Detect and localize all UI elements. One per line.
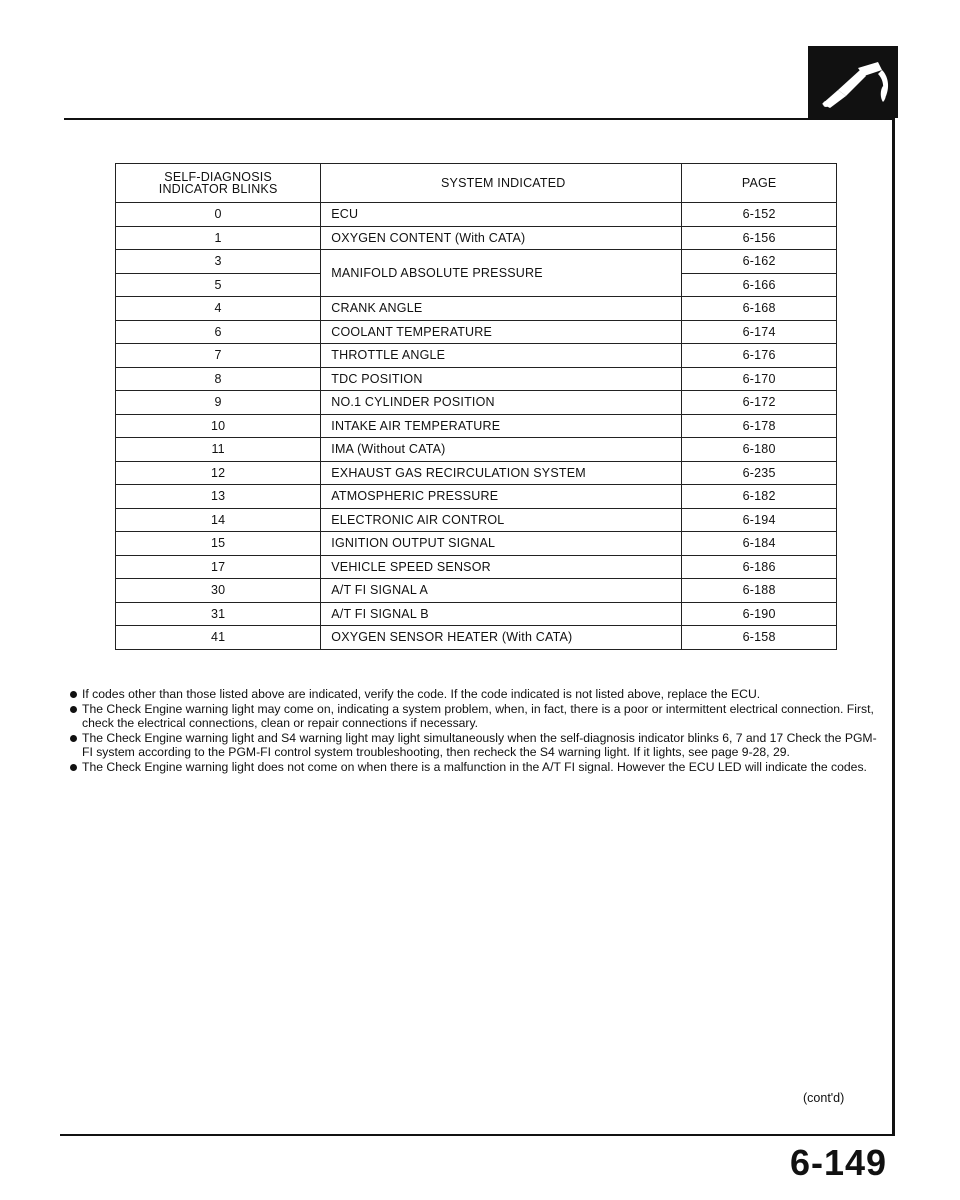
page-ref: 6-235	[682, 461, 837, 485]
system-name: OXYGEN SENSOR HEATER (With CATA)	[321, 626, 682, 650]
self-diagnosis-table	[115, 163, 837, 650]
frame-top-rule	[64, 118, 894, 120]
blink-code: 10	[116, 414, 321, 438]
blink-code: 13	[116, 485, 321, 509]
page-ref: 6-156	[682, 226, 837, 250]
system-name: THROTTLE ANGLE	[321, 344, 682, 368]
fuel-injection-icon	[808, 46, 898, 118]
table-row	[116, 461, 837, 485]
bullet-icon	[70, 764, 77, 771]
table-row	[116, 367, 837, 391]
system-name: IMA (Without CATA)	[321, 438, 682, 462]
bullet-icon	[70, 691, 77, 698]
blink-code: 14	[116, 508, 321, 532]
blink-code: 0	[116, 203, 321, 227]
system-name: COOLANT TEMPERATURE	[321, 320, 682, 344]
system-name: ATMOSPHERIC PRESSURE	[321, 485, 682, 509]
system-name: ECU	[321, 203, 682, 227]
page-ref: 6-180	[682, 438, 837, 462]
table-row	[116, 344, 837, 368]
blink-code: 7	[116, 344, 321, 368]
note-item	[70, 760, 880, 775]
table-row	[116, 438, 837, 462]
page-ref: 6-166	[682, 273, 837, 297]
system-name: EXHAUST GAS RECIRCULATION SYSTEM	[321, 461, 682, 485]
table-row	[116, 297, 837, 321]
system-name: A/T FI SIGNAL A	[321, 579, 682, 603]
note-item	[70, 731, 880, 760]
blink-code: 5	[116, 273, 321, 297]
blink-code: 12	[116, 461, 321, 485]
table-row	[116, 203, 837, 227]
blink-code: 8	[116, 367, 321, 391]
bullet-icon	[70, 735, 77, 742]
blink-code: 11	[116, 438, 321, 462]
frame-bottom-rule	[60, 1134, 895, 1136]
note-text: The Check Engine warning light and S4 warning light may light simultaneously when the self-diagnosis indicator blinks 6, 7 and 17 Check the PGM-FI system according to the PGM-FI control system troubleshooting, then recheck the S4 warning light. If it lights, see page 9-28, 29.	[82, 730, 877, 760]
table-row	[116, 391, 837, 415]
blink-code: 9	[116, 391, 321, 415]
system-name: VEHICLE SPEED SENSOR	[321, 555, 682, 579]
system-name: INTAKE AIR TEMPERATURE	[321, 414, 682, 438]
header-page: PAGE	[682, 164, 837, 203]
table-row	[116, 579, 837, 603]
page-ref: 6-186	[682, 555, 837, 579]
blink-code: 4	[116, 297, 321, 321]
notes-list	[70, 687, 880, 775]
table-row	[116, 626, 837, 650]
system-name: A/T FI SIGNAL B	[321, 602, 682, 626]
note-item	[70, 702, 880, 731]
system-name: TDC POSITION	[321, 367, 682, 391]
table-row	[116, 555, 837, 579]
system-name: OXYGEN CONTENT (With CATA)	[321, 226, 682, 250]
page-ref: 6-158	[682, 626, 837, 650]
page-ref: 6-188	[682, 579, 837, 603]
header-blinks: SELF-DIAGNOSIS INDICATOR BLINKS	[116, 164, 321, 203]
page-ref: 6-152	[682, 203, 837, 227]
system-name: CRANK ANGLE	[321, 297, 682, 321]
page-ref: 6-170	[682, 367, 837, 391]
page-ref: 6-162	[682, 250, 837, 274]
blink-code: 30	[116, 579, 321, 603]
frame-right-rule	[892, 118, 895, 1136]
page-ref: 6-184	[682, 532, 837, 556]
blink-code: 41	[116, 626, 321, 650]
bullet-icon	[70, 706, 77, 713]
note-text: The Check Engine warning light may come on, indicating a system problem, when, in fact, there is a poor or intermittent electrical connection. First, check the electrical connections, clean or repair connections if necessary.	[82, 701, 874, 731]
page-ref: 6-190	[682, 602, 837, 626]
table-row	[116, 320, 837, 344]
table-row	[116, 532, 837, 556]
blink-code: 1	[116, 226, 321, 250]
blink-code: 6	[116, 320, 321, 344]
table-row	[116, 508, 837, 532]
blink-code: 31	[116, 602, 321, 626]
blink-code: 3	[116, 250, 321, 274]
page-ref: 6-178	[682, 414, 837, 438]
header-system: SYSTEM INDICATED	[321, 164, 682, 203]
page-ref: 6-176	[682, 344, 837, 368]
page-ref: 6-172	[682, 391, 837, 415]
system-name: MANIFOLD ABSOLUTE PRESSURE	[321, 250, 682, 297]
continued-label: (cont'd)	[803, 1091, 845, 1105]
table-row	[116, 602, 837, 626]
table-header-row	[116, 164, 837, 203]
table-row	[116, 250, 837, 274]
system-name: IGNITION OUTPUT SIGNAL	[321, 532, 682, 556]
page-ref: 6-182	[682, 485, 837, 509]
page-ref: 6-194	[682, 508, 837, 532]
table-row	[116, 414, 837, 438]
note-text: The Check Engine warning light does not come on when there is a malfunction in the A/T FI signal. However the ECU LED will indicate the codes.	[82, 759, 867, 774]
system-name: NO.1 CYLINDER POSITION	[321, 391, 682, 415]
system-name: ELECTRONIC AIR CONTROL	[321, 508, 682, 532]
note-text: If codes other than those listed above are indicated, verify the code. If the code indicated is not listed above, replace the ECU.	[82, 687, 761, 701]
page-ref: 6-174	[682, 320, 837, 344]
blink-code: 17	[116, 555, 321, 579]
page-ref: 6-168	[682, 297, 837, 321]
table-row	[116, 485, 837, 509]
blink-code: 15	[116, 532, 321, 556]
table-row	[116, 226, 837, 250]
note-item	[70, 687, 880, 702]
page-number: 6-149	[790, 1142, 888, 1183]
